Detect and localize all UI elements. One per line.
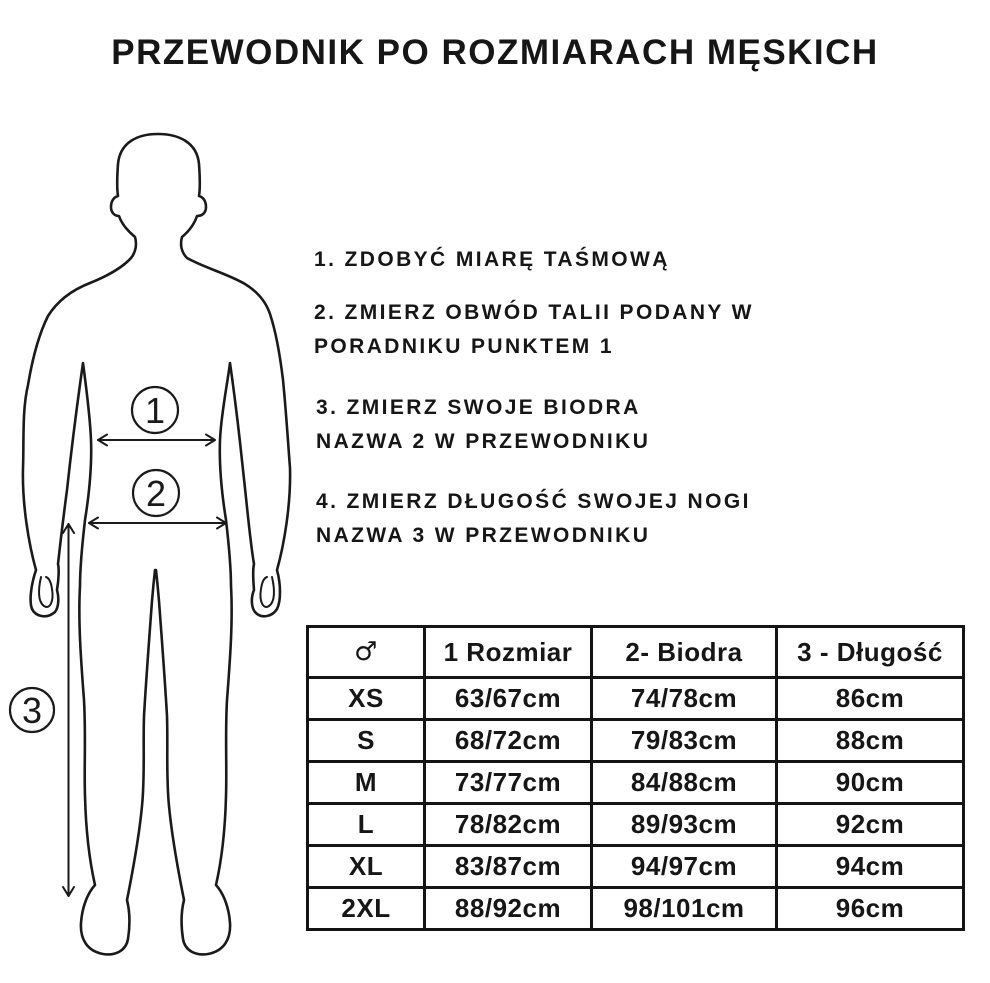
table-row-xl (308, 846, 964, 888)
rozmiar-value: 63/67cm (425, 678, 592, 720)
table-row-l (308, 804, 964, 846)
dlugosc-value: 92cm (777, 804, 964, 846)
table-row-2xl (308, 888, 964, 930)
dlugosc-value: 86cm (777, 678, 964, 720)
dlugosc-value: 88cm (777, 720, 964, 762)
table-row-xs (308, 678, 964, 720)
size-label: L (308, 804, 425, 846)
instruction-line: NAZWA 3 W PRZEWODNIKU (316, 524, 651, 547)
column-header-biodra: 2- Biodra (592, 627, 777, 678)
column-header-dlugosc: 3 - Długość (777, 627, 964, 678)
instruction-step-2 (314, 296, 754, 364)
marker-2-label: 2 (145, 473, 167, 514)
table-row-s (308, 720, 964, 762)
table-row-m (308, 762, 964, 804)
male-gender-icon: ♂ (308, 627, 425, 678)
instruction-line: PORADNIKU PUNKTEM 1 (314, 335, 614, 358)
rozmiar-value: 78/82cm (425, 804, 592, 846)
biodra-value: 94/97cm (592, 846, 777, 888)
biodra-value: 89/93cm (592, 804, 777, 846)
right-hand-detail-icon (260, 577, 273, 607)
marker-3-label: 3 (21, 690, 43, 731)
size-label: XL (308, 846, 425, 888)
instruction-line: NAZWA 2 W PRZEWODNIKU (316, 430, 651, 453)
instruction-step-4 (316, 485, 751, 553)
biodra-value: 84/88cm (592, 762, 777, 804)
rozmiar-value: 73/77cm (425, 762, 592, 804)
measurement-marker-1 (98, 387, 215, 446)
biodra-value: 74/78cm (592, 678, 777, 720)
instruction-line: 4. ZMIERZ DŁUGOŚĆ SWOJEJ NOGI (316, 490, 751, 513)
male-body-figure (0, 100, 300, 970)
male-body-outline-icon (23, 134, 290, 954)
dlugosc-value: 94cm (777, 846, 964, 888)
instruction-line: 1. ZDOBYĆ MIARĘ TAŚMOWĄ (314, 248, 670, 271)
column-header-rozmiar: 1 Rozmiar (425, 627, 592, 678)
rozmiar-value: 88/92cm (425, 888, 592, 930)
size-label: XS (308, 678, 425, 720)
size-label: S (308, 720, 425, 762)
marker-1-label: 1 (144, 390, 166, 431)
instruction-step-3 (316, 391, 650, 459)
page-title: PRZEWODNIK PO ROZMIARACH MĘSKICH (111, 33, 879, 72)
rozmiar-value: 68/72cm (425, 720, 592, 762)
rozmiar-value: 83/87cm (425, 846, 592, 888)
size-table (306, 625, 965, 931)
dlugosc-value: 90cm (777, 762, 964, 804)
dlugosc-value: 96cm (777, 888, 964, 930)
left-hand-detail-icon (39, 577, 52, 607)
size-label: M (308, 762, 425, 804)
measurement-marker-3 (10, 524, 74, 896)
biodra-value: 98/101cm (592, 888, 777, 930)
instruction-line: 2. ZMIERZ OBWÓD TALII PODANY W (314, 301, 754, 324)
size-table-header-row (308, 627, 964, 678)
instruction-line: 3. ZMIERZ SWOJE BIODRA (316, 396, 641, 419)
instruction-step-1 (314, 243, 670, 277)
measurement-marker-2 (89, 470, 226, 529)
size-label: 2XL (308, 888, 425, 930)
biodra-value: 79/83cm (592, 720, 777, 762)
